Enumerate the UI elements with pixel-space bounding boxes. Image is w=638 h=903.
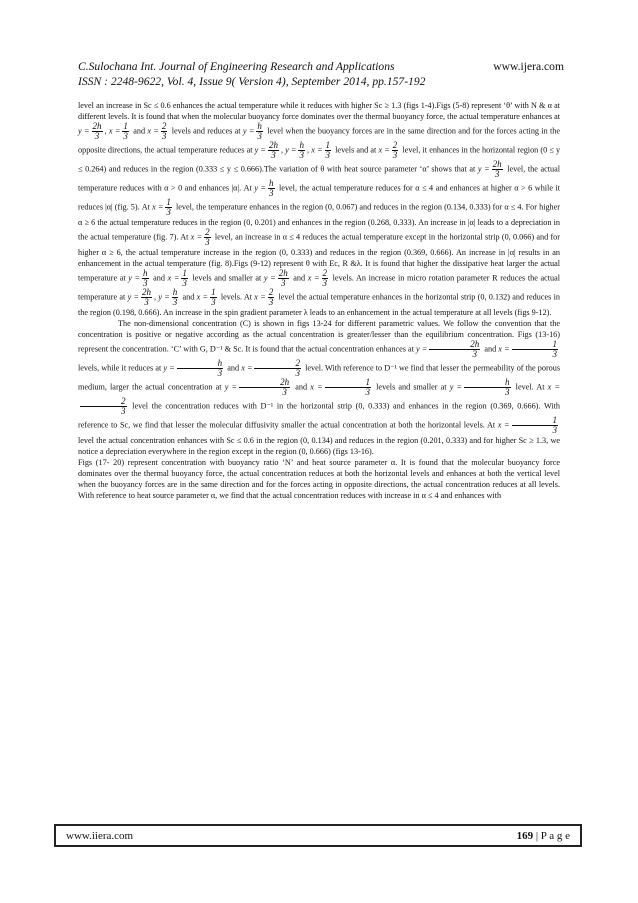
page-footer xyxy=(54,824,582,847)
footer-website[interactable]: www.iiera.com xyxy=(66,829,134,842)
running-header xyxy=(78,60,564,88)
article-body xyxy=(78,100,560,501)
issn-line: ISSN : 2248-9622, Vol. 4, Issue 9( Version 4), September 2014, pp.157-192 xyxy=(78,75,426,88)
journal-website[interactable]: www.ijera.com xyxy=(493,60,564,73)
page-number: 169 | P a g e xyxy=(516,829,570,842)
journal-citation: C.Sulochana Int. Journal of Engineering Research and Applications xyxy=(78,60,395,73)
paragraph-concentration: The non-dimensional concentration (C) is shown in figs 13-24 for different parametric values. We follow the convention that the concentration is positive or negative according as the actual concentration is greater/lesser than the equilibrium concentration. Figs (13-16) represent the concentration. ‘C’ with G, D⁻¹ & Sc. It is found that the actual concentration enhances at y = $\frac{2h}{3}$ and x = $\frac{1}{3}$ levels, while it reduces at y = $\frac{h}{3}$ and x = $\frac{2}{3}$ level. With reference to D⁻¹ we find that lesser the permeability of the porous medium, larger the actual concentration at y = $\frac{2h}{3}$ and x = $\frac{1}{3}$ levels and smaller at y = $\frac{h}{3}$ level. At x = $\frac{2}{3}$ level the concentration reduces with D⁻¹ in the horizontal strip (0, 0.333) and enhances in the region (0.369, 0.666). With reference to Sc, we find that lesser the molecular diffusivity smaller the actual concentration at both the horizontal levels. At x = $\frac{1}{3}$ level the actual concentration enhances with Sc ≤ 0.6 in the region (0, 0.134) and reduces in the region (0.201, 0.333) and for higher Sc ≥ 1.3, we notice a depreciation everywhere in the region except in the region (0, 0.666) (figs 13-16). xyxy=(78,319,561,456)
paragraph-temperature: level an increase in Sc ≤ 0.6 enhances the actual temperature while it reduces with higher Sc ≥ 1.3 (figs 1-4).Figs (5-8) represent ‘θ’ with N & α at different levels. It is found that when the molecular buoyancy force dominates over the thermal buoyancy force, the actual temperature enhances at y = $\frac{2h}{3}$ , x = $\frac{1}{3}$ and x = $\frac{2}{3}$ levels and reduces at y = $\frac{h}{3}$ level when the buoyancy forces are in the same direction and for the forces acting in the opposite directions, the actual temperature reduces at y = $\frac{2h}{3}$ , y = $\frac{h}{3}$ , x = $\frac{1}{3}$ levels and at x = $\frac{2}{3}$ level, it enhances in the horizontal region (0 ≤ y ≤ 0.264) and reduces in the region (0.333 ≤ y ≤ 0.666).The variation of θ with heat source parameter ‘α’ shows that at y = $\frac{2h}{3}$ level, the actual temperature reduces with α > 0 and enhances |α|. At y = $\frac{h}{3}$ level, the actual temperature reduces for α ≤ 4 and enhances at higher α > 6 while it reduces |α| (fig. 5). At x = $\frac{1}{3}$ level, the temperature enhances in the region (0, 0.067) and reduces in the region (0.134, 0.333) for α ≤ 4. For higher α ≥ 6 the actual temperature reduces in the region (0, 0.201) and enhances in the region (0.268, 0.333). An increase in |α| leads to a depreciation in the actual temperature (fig. 7). At x = $\frac{2}{3}$ level, an increase in α ≤ 4 reduces the actual temperature except in the horizontal strip (0, 0.066) and for higher α ≥ 6, the actual temperature increase in the region (0, 0.333) and reduces in the region (0.369, 0.666). An increase in |α| results in an enhancement in the actual temperature (fig. 8).Figs (9-12) represent θ with Ec, R &λ. It is found that higher the dissipative heat larger the actual temperature at y = $\frac{h}{3}$ and x = $\frac{1}{3}$ levels and smaller at y = $\frac{2h}{3}$ and x = $\frac{2}{3}$ levels. An increase in micro rotation parameter R reduces the actual temperature at y = $\frac{2h}{3}$ , y = $\frac{h}{3}$ and x = $\frac{1}{3}$ levels. At x = $\frac{2}{3}$ level the actual temperature enhances in the horizontal strip (0, 0.132) and reduces in the region (0.198, 0.666). An increase in the spin gradient parameter λ leads to an enhancement in the actual temperature at all levels (figs 9-12). xyxy=(78,101,561,317)
paragraph-buoyancy: Figs (17- 20) represent concentration with buoyancy ratio ‘N’ and heat source parameter α. It is found that the molecular buoyancy force dominates over the thermal buoyancy force, the actual concentration reduces at both the horizontal levels and enhances at both the vertical level when the buoyancy forces are in the same direction and for the forces acting in opposite directions, the actual concentration reduces at all levels. With reference to heat source parameter α, we find that the actual concentration reduces with increase in α ≤ 4 and enhances with xyxy=(78,458,560,500)
